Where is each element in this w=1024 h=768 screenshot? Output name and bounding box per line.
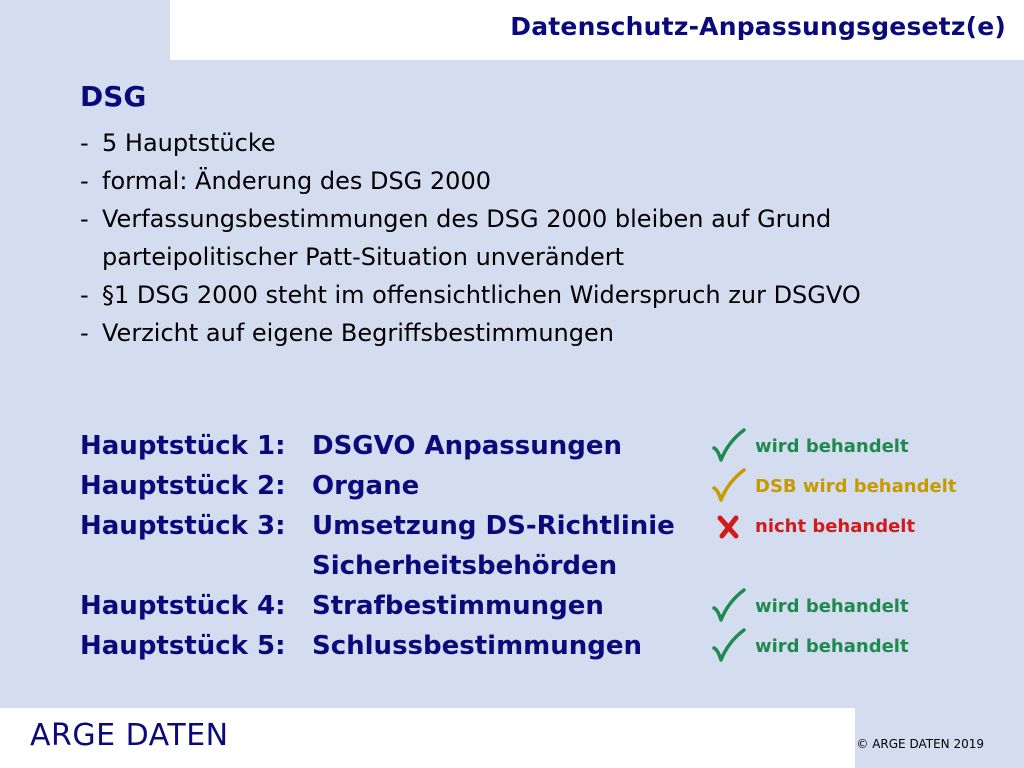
hauptstueck-number: Hauptstück 5: [80, 631, 286, 661]
hauptstueck-title: Strafbestimmungen [312, 591, 604, 621]
hauptstuecke-list [80, 426, 1000, 666]
hauptstueck-number: Hauptstück 2: [80, 471, 286, 501]
footer-bar [0, 708, 855, 768]
copyright-notice: © ARGE DATEN 2019 [856, 737, 984, 751]
bullet-item [80, 276, 960, 314]
hauptstueck-number: Hauptstück 4: [80, 591, 286, 621]
bullet-item [80, 124, 960, 162]
check-icon [710, 428, 748, 464]
hauptstueck-title: Schlussbestimmungen [312, 631, 643, 661]
hauptstueck-title: Organe [312, 471, 420, 501]
hauptstueck-number: Hauptstück 1: [80, 431, 286, 461]
cross-icon [710, 508, 748, 544]
bullet-text: formal: Änderung des DSG 2000 [102, 167, 491, 195]
check-icon [710, 628, 748, 664]
hauptstueck-row [80, 626, 1000, 666]
hauptstueck-number: Hauptstück 3: [80, 511, 286, 541]
bullet-item [80, 200, 960, 276]
bullet-item [80, 162, 960, 200]
bullet-dash: - [80, 167, 89, 195]
status-label: wird behandelt [755, 436, 909, 457]
hauptstueck-row [80, 426, 1000, 466]
bullet-text: 5 Hauptstücke [102, 129, 276, 157]
hauptstueck-row [80, 506, 1000, 586]
status-label: wird behandelt [755, 596, 909, 617]
bullet-list [80, 124, 960, 352]
check-icon [710, 468, 748, 504]
hauptstueck-row [80, 586, 1000, 626]
status-label: wird behandelt [755, 636, 909, 657]
status-label: nicht behandelt [755, 516, 916, 537]
bullet-dash: - [80, 129, 89, 157]
page-title: Datenschutz-Anpassungsgesetz(e) [510, 12, 1006, 41]
bullet-text: Verfassungsbestimmungen des DSG 2000 bleiben auf Grund parteipolitischer Patt-Situation unverändert [102, 205, 832, 271]
bullet-text: Verzicht auf eigene Begriffsbestimmungen [102, 319, 614, 347]
bullet-dash: - [80, 319, 89, 347]
hauptstueck-title: DSGVO Anpassungen [312, 431, 622, 461]
hauptstueck-title: Umsetzung DS-Richtlinie Sicherheitsbehörden [312, 511, 675, 581]
section-heading: DSG [80, 80, 147, 113]
bullet-dash: - [80, 205, 89, 233]
hauptstueck-row [80, 466, 1000, 506]
status-label: DSB wird behandelt [755, 476, 957, 497]
title-bar [170, 0, 1024, 60]
bullet-item [80, 314, 960, 352]
bullet-dash: - [80, 281, 89, 309]
bullet-text: §1 DSG 2000 steht im offensichtlichen Widerspruch zur DSGVO [102, 281, 861, 309]
brand-logo: ARGE DATEN [30, 718, 229, 753]
check-icon [710, 588, 748, 624]
